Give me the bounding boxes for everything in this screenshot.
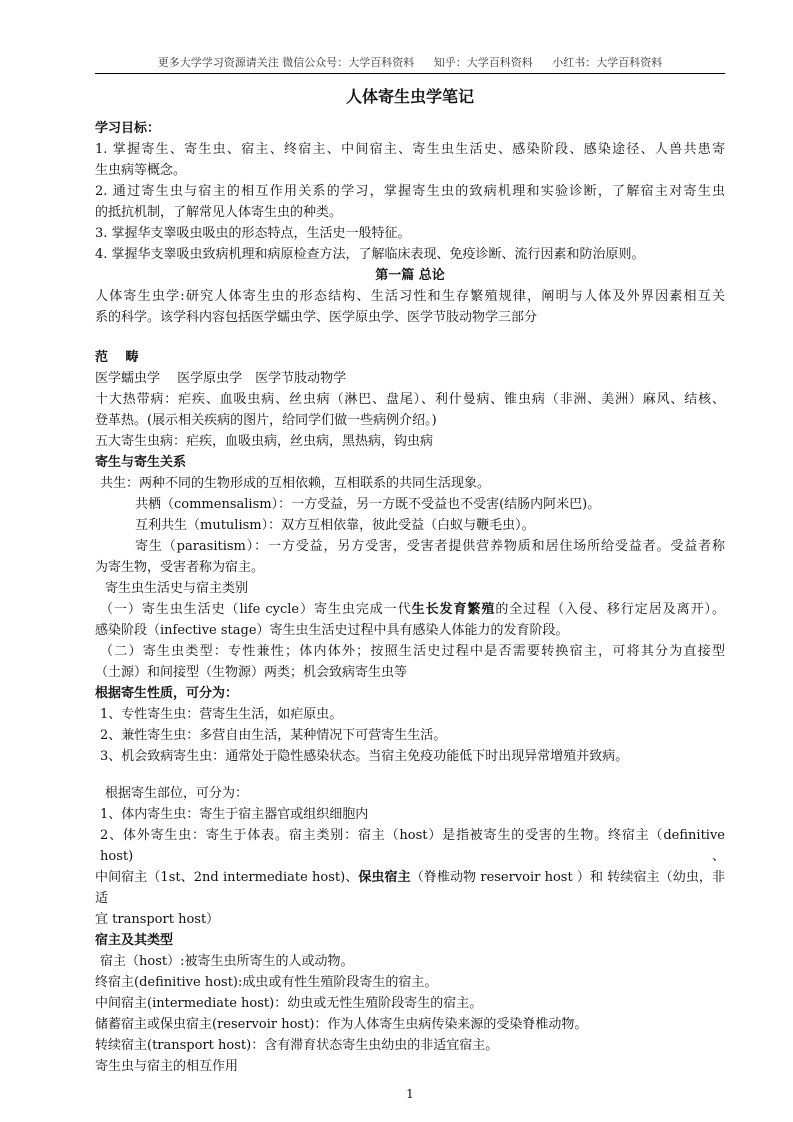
line-text: 共生：两种不同的生物形成的互相依赖，互相联系的共同生活现象。 — [100, 476, 491, 491]
line-text: 转续宿主(transport host)：含有滞育状态寄生虫幼虫的非适宜宿主。 — [95, 1038, 499, 1053]
paragraph-line — [95, 725, 725, 746]
paragraph-line — [95, 641, 725, 662]
line-text: 1、体内寄生虫：寄生于宿主器官或组织细胞内 — [100, 807, 369, 822]
line-text: 系的科学。该学科内容包括医学蠕虫学、医学原虫学、医学节肢动物学三部分 — [95, 310, 538, 325]
line-text: 宿主及其类型 — [95, 933, 174, 948]
line-text: 寄生与寄生关系 — [95, 455, 187, 470]
line-text: 宜 transport host） — [95, 912, 220, 927]
line-text: 1. 掌握寄生、寄生虫、宿主、终宿主、中间宿主、寄生虫生活史、感染阶段、感染途径、人兽共患寄 — [95, 142, 725, 157]
heading — [95, 683, 725, 704]
paragraph-line — [95, 494, 725, 515]
line-text: 互利共生（mutulism）：双方互相依靠，彼此受益（白蚁与鞭毛虫）。 — [135, 518, 535, 533]
line-text: 寄生虫生活史与宿主类别 — [105, 581, 249, 596]
paragraph-line — [95, 746, 725, 767]
line-text: 十大热带病：疟疾、血吸虫病、丝虫病（淋巴、盘尾）、利什曼病、锥虫病（非洲、美洲）麻风、结核、 — [95, 392, 725, 407]
paragraph-line — [95, 223, 725, 244]
header-xiaohongshu: 小红书：大学百科资料 — [552, 56, 663, 69]
paragraph-line — [95, 557, 725, 578]
paragraph-line — [95, 389, 725, 410]
line-text: （土源）和间接型（生物源）两类；机会致病寄生虫等 — [95, 665, 408, 680]
line-text: （二）寄生虫类型：专性兼性；体内体外；按照生活史过程中是否需要转换宿主，可将其分为直接型 — [100, 644, 725, 659]
paragraph-line — [95, 536, 725, 557]
heading — [95, 118, 725, 139]
line-text: 宿主（host）:被寄生虫所寄生的人或动物。 — [100, 954, 354, 969]
line-text: 感染阶段（infective stage）寄生虫生活史过程中具有感染人体能力的发育阶段。 — [95, 623, 569, 638]
paragraph-line — [95, 244, 725, 265]
line-text: 第一篇 总论 — [375, 268, 445, 283]
paragraph-line — [95, 704, 725, 725]
line-text: ： — [225, 686, 239, 701]
line-text: 医学蠕虫学 医学原虫学 医学节肢动物学 — [95, 371, 347, 386]
document-title: 人体寄生虫学笔记 — [345, 87, 474, 106]
line-text: 登革热。(展示相关疾病的图片，给同学们做一些病例介绍。) — [95, 413, 437, 428]
line-text: 3. 掌握华支睾吸虫吸虫的形态特点，生活史一般特征。 — [95, 226, 411, 241]
paragraph-line — [95, 867, 725, 909]
line-text: 为寄生物，受害者称为宿主。 — [95, 560, 265, 575]
paragraph-line — [95, 307, 725, 328]
paragraph-line — [95, 410, 725, 431]
paragraph-line — [95, 620, 725, 641]
paragraph-line — [95, 825, 725, 867]
paragraph-line — [95, 662, 725, 683]
paragraph-line — [95, 909, 725, 930]
line-text: 储蓄宿主或保虫宿主(reservoir host)：作为人体寄生虫病传染来源的受染脊椎动物。 — [95, 1017, 588, 1032]
line-text: 五大寄生虫病：疟疾，血吸虫病，丝虫病，黑热病，钩虫病 — [95, 434, 434, 449]
document-body — [95, 118, 725, 1102]
line-text: 学习目标： — [95, 121, 161, 136]
line-text: （脊椎动物 reservoir host ）和 转续宿主（幼虫，非适 — [95, 870, 725, 906]
line-text: 3、机会致病寄生虫：通常处于隐性感染状态。当宿主免疫功能低下时出现异常增殖并致病。 — [100, 749, 629, 764]
page-number: 1 — [406, 1087, 414, 1101]
page-header — [95, 56, 725, 70]
paragraph-line — [95, 951, 725, 972]
paragraph-line — [95, 804, 725, 825]
line-text: 的抵抗机制，了解常见人体寄生虫的种类。 — [95, 205, 343, 220]
line-text: （一）寄生虫生活史（life cycle）寄生虫完成一代 — [100, 602, 412, 617]
header-zhihu: 知乎：大学百科资料 — [433, 56, 533, 69]
line-text: 中间宿主(intermediate host)：幼虫或无性生殖阶段寄生的宿主。 — [95, 996, 483, 1011]
paragraph-line — [95, 368, 725, 389]
heading — [95, 347, 725, 368]
paragraph-line — [95, 202, 725, 223]
paragraph-line — [95, 160, 725, 181]
paragraph-line — [95, 578, 725, 599]
line-text: 的全过程（入侵、移行定居及离开）。 — [495, 602, 725, 617]
line-text: 根据寄生部位，可分为： — [105, 786, 249, 801]
paragraph-line — [95, 515, 725, 536]
line-text: 共栖（commensalism）：一方受益，另一方既不受益也不受害(结肠内阿米巴)。 — [135, 497, 601, 512]
paragraph-line — [95, 139, 725, 160]
bold-text: 生长发育繁殖 — [411, 602, 496, 617]
paragraph-line — [95, 1035, 725, 1056]
line-text: 2、体外寄生虫：寄生于体表。宿主类别：宿主（host）是指被寄生的受害的生物。终宿主（definitive host)、 — [100, 828, 725, 864]
line-text: 人体寄生虫学:研究人体寄生虫的形态结构、生活习性和生存繁殖规律，阐明与人体及外界因素相互关 — [95, 289, 725, 304]
line-text: 中间宿主（1st、2nd intermediate host)、 — [95, 870, 359, 885]
heading — [95, 452, 725, 473]
header-wechat: 更多大学学习资源请关注 微信公众号：大学百科资料 — [157, 56, 415, 69]
line-text: 生虫病等概念。 — [95, 163, 187, 178]
line-text: 4. 掌握华支睾吸虫致病机理和病原检查方法，了解临床表现、免疫诊断、流行因素和防治原则。 — [95, 247, 645, 262]
line-text: 寄生虫与宿主的相互作用 — [95, 1059, 239, 1074]
paragraph-line — [95, 972, 725, 993]
paragraph-line — [95, 431, 725, 452]
paragraph-line — [95, 181, 725, 202]
line-text: 终宿主(definitive host):成虫或有性生殖阶段寄生的宿主。 — [95, 975, 438, 990]
paragraph-line — [95, 286, 725, 307]
paragraph-line — [95, 783, 725, 804]
line-text: 1、专性寄生虫：营寄生生活，如疟原虫。 — [100, 707, 343, 722]
paragraph-line — [95, 993, 725, 1014]
section-heading — [95, 265, 725, 286]
line-text: 根据寄生性质，可分为 — [95, 686, 226, 701]
header-rule — [95, 73, 725, 74]
paragraph-line — [95, 473, 725, 494]
paragraph-line — [95, 1056, 725, 1077]
paragraph-line — [95, 1014, 725, 1035]
bold-text: 保虫宿主 — [358, 870, 411, 885]
line-text: 范 畴 — [95, 350, 139, 365]
line-text: 寄生（parasitism）：一方受益，另方受害，受害者提供营养物质和居住场所给受益者。受益者称 — [135, 539, 725, 554]
heading — [95, 930, 725, 951]
line-text: 2. 通过寄生虫与宿主的相互作用关系的学习，掌握寄生虫的致病机理和实验诊断，了解宿主对寄生虫 — [95, 184, 725, 199]
line-text: 2、兼性寄生虫：多营自由生活，某种情况下可营寄生生活。 — [100, 728, 447, 743]
paragraph-line — [95, 599, 725, 620]
